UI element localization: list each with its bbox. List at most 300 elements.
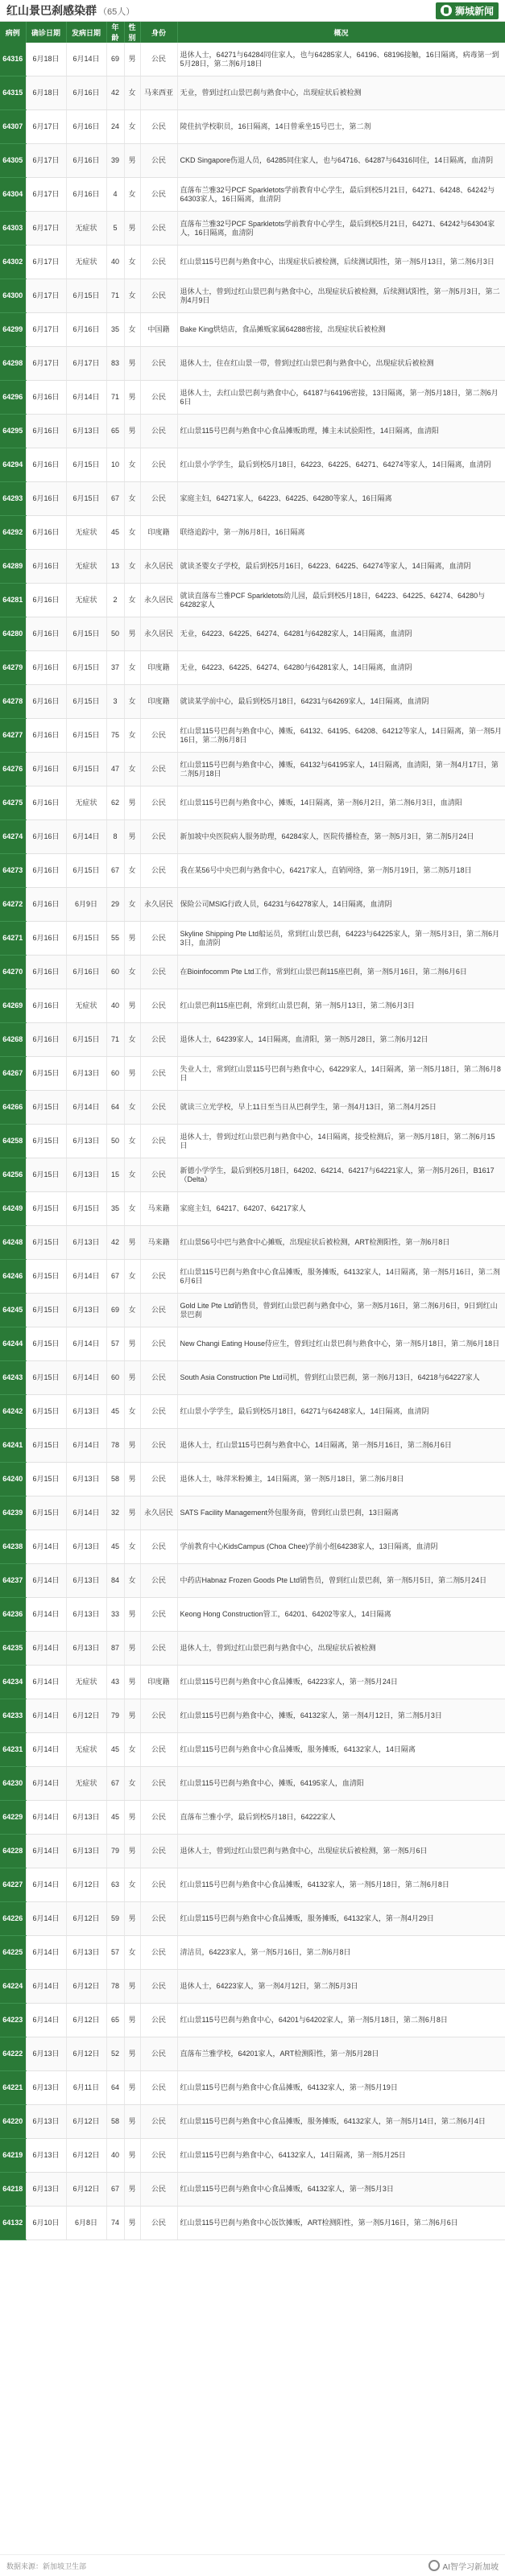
table-cell: 公民 <box>140 2037 177 2071</box>
table-cell: 6月14日 <box>26 1835 66 1868</box>
table-cell: 男 <box>124 1902 140 1936</box>
table-cell: 75 <box>106 719 124 753</box>
table-cell: 公民 <box>140 1530 177 1564</box>
table-cell: 35 <box>106 313 124 347</box>
table-row <box>0 786 505 820</box>
table-row <box>0 1192 505 1226</box>
table-row <box>0 888 505 922</box>
case-detail: 就读圣婴女子学校，最后到校5月16日，64223、64225、64274等家人，14日隔离，血清阴 <box>177 550 505 584</box>
case-detail: 红山景56号中巴与熟食中心摊贩，出现症状后被检测，ART检测阳性，第一剂6月8日 <box>177 1226 505 1260</box>
table-row <box>0 1835 505 1868</box>
table-cell: 公民 <box>140 415 177 448</box>
table-cell: 6月13日 <box>66 1598 106 1632</box>
case-detail: 就读直落布兰雅PCF Sparkletots幼儿园，最后到校5月18日，64223、64225、64274、64280与64282家人 <box>177 584 505 617</box>
table-cell: 6月18日 <box>26 76 66 110</box>
table-row <box>0 1260 505 1294</box>
table-cell: 10 <box>106 448 124 482</box>
table-cell: 6月16日 <box>26 448 66 482</box>
table-cell: 公民 <box>140 448 177 482</box>
table-cell: 公民 <box>140 1801 177 1835</box>
table-cell: 公民 <box>140 719 177 753</box>
table-cell: 69 <box>106 1294 124 1327</box>
table-cell: 公民 <box>140 854 177 888</box>
table-cell: 男 <box>124 144 140 178</box>
case-detail: 学前教育中心KidsCampus (Choa Chee)学前小组64238家人，13日隔离，血清阴 <box>177 1530 505 1564</box>
table-row <box>0 719 505 753</box>
table-cell: 65 <box>106 2004 124 2037</box>
table-cell: 6月14日 <box>26 1868 66 1902</box>
table-cell: 40 <box>106 989 124 1023</box>
table-cell: 6月13日 <box>66 1158 106 1192</box>
case-detail: 红山景115号巴刹与熟食中心食品摊贩助理，摊主未试验阳性，14日隔离，血清阳 <box>177 415 505 448</box>
case-id: 64229 <box>0 1801 26 1835</box>
case-id: 64246 <box>0 1260 26 1294</box>
table-cell: 6月17日 <box>26 313 66 347</box>
table-cell: 67 <box>106 1767 124 1801</box>
col-header: 年龄 <box>106 22 124 43</box>
case-id: 64256 <box>0 1158 26 1192</box>
table-row <box>0 144 505 178</box>
table-cell: 6月16日 <box>26 584 66 617</box>
table-cell: 40 <box>106 2139 124 2173</box>
table-cell: 男 <box>124 2173 140 2207</box>
table-cell: 63 <box>106 1868 124 1902</box>
case-id: 64294 <box>0 448 26 482</box>
table-cell: 公民 <box>140 1767 177 1801</box>
case-id: 64296 <box>0 381 26 415</box>
table-row <box>0 1970 505 2004</box>
table-cell: 6月15日 <box>26 1091 66 1125</box>
table-cell: 6月13日 <box>26 2173 66 2207</box>
table-cell: 马来西亚 <box>140 76 177 110</box>
table-cell: 29 <box>106 888 124 922</box>
case-id: 64244 <box>0 1327 26 1361</box>
table-cell: 6月13日 <box>66 1530 106 1564</box>
table-cell: 无症状 <box>66 1666 106 1699</box>
table-cell: 6月12日 <box>66 1902 106 1936</box>
table-cell: 男 <box>124 2105 140 2139</box>
case-detail: 退休人士，住在红山景一带，曾到过红山景巴刹与熟食中心，出现症状后被检测 <box>177 347 505 381</box>
table-cell: 6月16日 <box>26 617 66 651</box>
table-cell: 公民 <box>140 1057 177 1091</box>
case-id: 64245 <box>0 1294 26 1327</box>
table-cell: 男 <box>124 2004 140 2037</box>
table-cell: 6月13日 <box>26 2071 66 2105</box>
table-cell: 78 <box>106 1970 124 2004</box>
table-cell: 男 <box>124 1226 140 1260</box>
table-cell: 公民 <box>140 1395 177 1429</box>
table-cell: 女 <box>124 313 140 347</box>
table-cell: 45 <box>106 1733 124 1767</box>
table-cell: 67 <box>106 482 124 516</box>
case-detail: Keong Hong Construction管工，64201、64202等家人，14日隔离 <box>177 1598 505 1632</box>
table-cell: 6月17日 <box>26 347 66 381</box>
table-cell: 55 <box>106 922 124 956</box>
table-cell: 6月14日 <box>66 43 106 76</box>
case-detail: 家庭主妇，64217、64207、64217家人 <box>177 1192 505 1226</box>
table-cell: 中国籍 <box>140 313 177 347</box>
table-cell: 公民 <box>140 1632 177 1666</box>
table-cell: 男 <box>124 1699 140 1733</box>
table-cell: 6月12日 <box>66 2004 106 2037</box>
table-row <box>0 279 505 313</box>
case-id: 64220 <box>0 2105 26 2139</box>
table-cell: 公民 <box>140 347 177 381</box>
table-cell: 男 <box>124 617 140 651</box>
table-row <box>0 1801 505 1835</box>
case-detail: 就读三立光学校，早上11日至当日从巴刹学生，第一剂4月13日，第二剂4月25日 <box>177 1091 505 1125</box>
case-id: 64230 <box>0 1767 26 1801</box>
brand-logo: 狮城新闻 <box>436 2 499 19</box>
case-id: 64236 <box>0 1598 26 1632</box>
table-cell: 女 <box>124 246 140 279</box>
table-cell: 公民 <box>140 2071 177 2105</box>
table-cell: 6月15日 <box>26 1226 66 1260</box>
table-cell: 52 <box>106 2037 124 2071</box>
table-cell: 公民 <box>140 2004 177 2037</box>
table-cell: 6月13日 <box>66 1564 106 1598</box>
case-id: 64272 <box>0 888 26 922</box>
case-detail: 红山景115号巴刹与熟食中心食品摊贩，服务摊贩，64132家人，14日隔离，第一剂5月16日，第二剂6月6日 <box>177 1260 505 1294</box>
cases-table <box>0 22 505 2240</box>
table-cell: 公民 <box>140 956 177 989</box>
col-header: 发病日期 <box>66 22 106 43</box>
table-cell: 女 <box>124 1564 140 1598</box>
case-detail: 直落布兰雅32号PCF Sparkletots学前教育中心学生，最后到校5月21日，64271、64248、64242与64303家人，16日隔离，血清阴 <box>177 178 505 212</box>
table-cell: 男 <box>124 43 140 76</box>
case-id: 64307 <box>0 110 26 144</box>
table-cell: 60 <box>106 1057 124 1091</box>
table-cell: 6月16日 <box>66 313 106 347</box>
case-id: 64293 <box>0 482 26 516</box>
case-detail: 红山景115号巴刹与熟食中心，摊贩，64132、64195、64208、64212等家人，14日隔离，第一剂5月16日，第二剂6月8日 <box>177 719 505 753</box>
case-detail: 红山景115号巴刹与熟食中心，摊贩，64132与64195家人，14日隔离，血清阳，第一剂4月17日，第二剂5月18日 <box>177 753 505 786</box>
case-detail: 红山景小学学生，最后到校5月18日，64271与64248家人，14日隔离，血清阴 <box>177 1395 505 1429</box>
table-cell: 公民 <box>140 110 177 144</box>
case-detail: 退休人士，咏萍米粉摊主，14日隔离，第一剂5月18日，第二剂6月8日 <box>177 1463 505 1496</box>
case-detail: SATS Facility Management外包服务商，曾到红山景巴刹，13日隔离 <box>177 1496 505 1530</box>
table-row <box>0 415 505 448</box>
table-cell: 6月14日 <box>66 1496 106 1530</box>
table-cell: 78 <box>106 1429 124 1463</box>
table-cell: 女 <box>124 1936 140 1970</box>
case-detail: 红山景115号巴刹与熟食中心，出现症状后被检测，后续测试阳性，第一剂5月13日，第二剂6月3日 <box>177 246 505 279</box>
table-cell: 公民 <box>140 43 177 76</box>
table-row <box>0 753 505 786</box>
table-cell: 6月16日 <box>26 888 66 922</box>
case-id: 64249 <box>0 1192 26 1226</box>
table-cell: 女 <box>124 584 140 617</box>
case-id: 64243 <box>0 1361 26 1395</box>
table-cell: 6月16日 <box>26 956 66 989</box>
table-cell: 32 <box>106 1496 124 1530</box>
case-detail: 红山景115号巴刹与熟食中心，摊贩，14日隔离，第一剂6月2日，第二剂6月3日，血清阳 <box>177 786 505 820</box>
table-cell: 6月12日 <box>66 2139 106 2173</box>
case-detail: 新德小学学生，最后到校5月18日，64202、64214、64217与64221家人，第一剂5月26日，B1617（Delta） <box>177 1158 505 1192</box>
table-cell: 公民 <box>140 2139 177 2173</box>
table-cell: 女 <box>124 1767 140 1801</box>
table-cell: 6月15日 <box>26 1192 66 1226</box>
table-cell: 69 <box>106 43 124 76</box>
table-row <box>0 448 505 482</box>
case-detail: 退休人士，64239家人，14日隔离，血清阳，第一剂5月28日，第二剂6月12日 <box>177 1023 505 1057</box>
table-cell: 永久居民 <box>140 550 177 584</box>
table-cell: 6月16日 <box>66 178 106 212</box>
table-cell: 6月16日 <box>26 719 66 753</box>
table-cell: 45 <box>106 1395 124 1429</box>
table-row <box>0 1091 505 1125</box>
table-cell: 6月13日 <box>26 2139 66 2173</box>
case-id: 64240 <box>0 1463 26 1496</box>
case-detail: 陵佳抗学校职员，16日隔离，14日曾乘坐15号巴士，第二剂 <box>177 110 505 144</box>
table-cell: 6月13日 <box>66 415 106 448</box>
table-cell: 公民 <box>140 482 177 516</box>
case-id: 64267 <box>0 1057 26 1091</box>
table-cell: 42 <box>106 76 124 110</box>
case-detail: 我在某56号中央巴刹与熟食中心，64217家人，直销网络，第一剂5月19日，第二剂5月18日 <box>177 854 505 888</box>
table-row <box>0 1226 505 1260</box>
case-detail: 红山景115号巴刹与熟食中心，64132家人，14日隔离，第一剂5月25日 <box>177 2139 505 2173</box>
table-row <box>0 1463 505 1496</box>
table-cell: 男 <box>124 1666 140 1699</box>
table-cell: 6月13日 <box>66 1125 106 1158</box>
table-cell: 6月15日 <box>66 753 106 786</box>
table-cell: 57 <box>106 1936 124 1970</box>
table-cell: 6月14日 <box>66 1327 106 1361</box>
table-row <box>0 2207 505 2240</box>
table-cell: 57 <box>106 1327 124 1361</box>
table-cell: 4 <box>106 178 124 212</box>
table-cell: 71 <box>106 1023 124 1057</box>
table-cell: 71 <box>106 381 124 415</box>
case-detail: Gold Lite Pte Ltd销售员，曾到红山景巴刹与熟食中心，第一剂5月16日，第二剂6月6日，9日到红山景巴刹 <box>177 1294 505 1327</box>
table-cell: 女 <box>124 1530 140 1564</box>
table-cell: 男 <box>124 2037 140 2071</box>
table-cell: 45 <box>106 516 124 550</box>
table-cell: 公民 <box>140 1868 177 1902</box>
table-cell: 6月16日 <box>26 786 66 820</box>
table-cell: 男 <box>124 1835 140 1868</box>
footer <box>0 2554 505 2576</box>
table-row <box>0 212 505 246</box>
table-cell: 6月13日 <box>66 1294 106 1327</box>
table-cell: 印度籍 <box>140 1666 177 1699</box>
table-cell: 60 <box>106 1361 124 1395</box>
case-detail: New Changi Eating House侍应生，曾到过红山景巴刹与熟食中心，第一剂5月18日，第二剂6月18日 <box>177 1327 505 1361</box>
table-cell: 公民 <box>140 1598 177 1632</box>
table-cell: 女 <box>124 1260 140 1294</box>
table-cell: 永久居民 <box>140 888 177 922</box>
case-detail: 失业人士，常到红山景115号巴刹与熟食中心，64229家人，14日隔离，第一剂5月18日，第二剂6月8日 <box>177 1057 505 1091</box>
table-cell: 6月12日 <box>66 1970 106 2004</box>
case-id: 64280 <box>0 617 26 651</box>
table-cell: 6月14日 <box>66 820 106 854</box>
case-id: 64231 <box>0 1733 26 1767</box>
case-id: 64224 <box>0 1970 26 2004</box>
case-id: 64273 <box>0 854 26 888</box>
case-detail: 无业，64223、64225、64274、64280与64281家人，14日隔离，血清阴 <box>177 651 505 685</box>
case-id: 64234 <box>0 1666 26 1699</box>
table-cell: 6月16日 <box>26 922 66 956</box>
table-cell: 永久居民 <box>140 617 177 651</box>
table-row <box>0 381 505 415</box>
table-cell: 男 <box>124 1970 140 2004</box>
case-detail: 红山景115号巴刹与熟食中心食品摊贩，服务摊贩，64132家人，14日隔离 <box>177 1733 505 1767</box>
case-id: 64218 <box>0 2173 26 2207</box>
table-cell: 6月15日 <box>26 1395 66 1429</box>
case-id: 64278 <box>0 685 26 719</box>
case-id: 64219 <box>0 2139 26 2173</box>
table-cell: 6月16日 <box>66 76 106 110</box>
table-cell: 公民 <box>140 1835 177 1868</box>
case-id: 64277 <box>0 719 26 753</box>
table-cell: 女 <box>124 1395 140 1429</box>
case-detail: 红山景115号巴刹与熟食中心食品摊贩，64132家人，第一剂5月18日，第二剂6月8日 <box>177 1868 505 1902</box>
table-row <box>0 2173 505 2207</box>
table-row <box>0 516 505 550</box>
table-cell: 6月15日 <box>26 1260 66 1294</box>
case-detail: 退休人士，曾到过红山景巴刹与熟食中心，出现症状后被检测，后续测试阳性，第一剂5月3日，第二剂4月9日 <box>177 279 505 313</box>
table-cell: 50 <box>106 1125 124 1158</box>
case-id: 64281 <box>0 584 26 617</box>
table-cell: 公民 <box>140 1699 177 1733</box>
table-cell: 6月15日 <box>26 1361 66 1395</box>
table-header-row <box>0 22 505 43</box>
table-cell: 6月13日 <box>26 2105 66 2139</box>
table-cell: 39 <box>106 144 124 178</box>
table-cell: 无症状 <box>66 516 106 550</box>
case-detail: 直落布兰雅32号PCF Sparkletots学前教育中心学生，最后到校5月21日，64271、64242与64304家人，16日隔离，血清阴 <box>177 212 505 246</box>
case-id: 64258 <box>0 1125 26 1158</box>
table-cell: 6月15日 <box>66 854 106 888</box>
table-row <box>0 550 505 584</box>
table-cell: 6月14日 <box>26 2004 66 2037</box>
table-cell: 6月16日 <box>26 651 66 685</box>
table-row <box>0 854 505 888</box>
table-cell: 6月15日 <box>66 922 106 956</box>
case-id: 64223 <box>0 2004 26 2037</box>
table-cell: 6月8日 <box>66 2207 106 2240</box>
table-cell: 女 <box>124 1158 140 1192</box>
table-cell: 公民 <box>140 1429 177 1463</box>
table-cell: 6月14日 <box>66 1429 106 1463</box>
case-id: 64315 <box>0 76 26 110</box>
table-cell: 男 <box>124 1327 140 1361</box>
table-cell: 13 <box>106 550 124 584</box>
table-cell: 6月16日 <box>26 1023 66 1057</box>
table-cell: 公民 <box>140 178 177 212</box>
case-detail: 红山景115号巴刹与熟食中心食品摊贩，服务摊贩，64132家人，第一剂4月29日 <box>177 1902 505 1936</box>
table-cell: 6月15日 <box>66 719 106 753</box>
table-cell: 女 <box>124 651 140 685</box>
table-cell: 6月15日 <box>26 1294 66 1327</box>
case-detail: 红山景115号巴刹与熟食中心食品摊贩，64132家人，第一剂5月3日 <box>177 2173 505 2207</box>
table-cell: 男 <box>124 1361 140 1395</box>
case-detail: 退休人士，64223家人，第一剂4月12日，第二剂5月3日 <box>177 1970 505 2004</box>
table-cell: 8 <box>106 820 124 854</box>
table-cell: 男 <box>124 989 140 1023</box>
table-cell: 女 <box>124 482 140 516</box>
table-cell: 6月14日 <box>26 1733 66 1767</box>
table-row <box>0 617 505 651</box>
table-cell: 印度籍 <box>140 685 177 719</box>
table-cell: 6月15日 <box>66 617 106 651</box>
case-id: 64228 <box>0 1835 26 1868</box>
table-cell: 公民 <box>140 381 177 415</box>
table-row <box>0 110 505 144</box>
table-cell: 印度籍 <box>140 651 177 685</box>
table-cell: 公民 <box>140 279 177 313</box>
table-cell: 6月13日 <box>66 1801 106 1835</box>
table-cell: 79 <box>106 1699 124 1733</box>
table-cell: 女 <box>124 550 140 584</box>
table-cell: 6月15日 <box>26 1158 66 1192</box>
table-row <box>0 1767 505 1801</box>
case-id: 64270 <box>0 956 26 989</box>
case-detail: 直落布兰雅小学，最后到校5月18日，64222家人 <box>177 1801 505 1835</box>
table-cell: 公民 <box>140 989 177 1023</box>
table-cell: 6月14日 <box>26 1699 66 1733</box>
case-detail: 红山景115号巴刹与熟食中心食品摊贩，64223家人，第一剂5月24日 <box>177 1666 505 1699</box>
table-cell: 印度籍 <box>140 516 177 550</box>
case-id: 64269 <box>0 989 26 1023</box>
table-cell: 6月16日 <box>26 854 66 888</box>
col-header: 确诊日期 <box>26 22 66 43</box>
table-cell: 64 <box>106 1091 124 1125</box>
table-cell: 6月14日 <box>66 381 106 415</box>
table-cell: 女 <box>124 279 140 313</box>
watermark: AI智学习新加坡 <box>428 2560 499 2572</box>
table-cell: 65 <box>106 415 124 448</box>
table-row <box>0 1902 505 1936</box>
case-detail: 红山景115号巴刹与熟食中心，摊贩，64132家人，第一剂4月12日，第二剂5月3日 <box>177 1699 505 1733</box>
table-cell: 83 <box>106 347 124 381</box>
table-cell: 6月13日 <box>66 1463 106 1496</box>
table-cell: 6月16日 <box>26 753 66 786</box>
table-cell: 无症状 <box>66 786 106 820</box>
case-id: 64295 <box>0 415 26 448</box>
table-cell: 6月16日 <box>66 144 106 178</box>
table-cell: 女 <box>124 854 140 888</box>
table-cell: 公民 <box>140 786 177 820</box>
table-row <box>0 43 505 76</box>
table-cell: 6月15日 <box>26 1496 66 1530</box>
table-cell: 59 <box>106 1902 124 1936</box>
case-detail: 中药店Habnaz Frozen Goods Pte Ltd销售员，曾到红山景巴刹，第一剂5月5日，第二剂5月24日 <box>177 1564 505 1598</box>
case-id: 64271 <box>0 922 26 956</box>
table-cell: 公民 <box>140 144 177 178</box>
table-cell: 6月13日 <box>26 2037 66 2071</box>
case-id: 64238 <box>0 1530 26 1564</box>
table-cell: 6月16日 <box>26 516 66 550</box>
table-cell: 男 <box>124 786 140 820</box>
table-cell: 公民 <box>140 2173 177 2207</box>
table-cell: 马来籍 <box>140 1192 177 1226</box>
table-cell: 6月14日 <box>66 1260 106 1294</box>
case-id: 64235 <box>0 1632 26 1666</box>
table-cell: 6月12日 <box>66 2173 106 2207</box>
table-cell: 无症状 <box>66 1767 106 1801</box>
case-id: 64225 <box>0 1936 26 1970</box>
table-row <box>0 1936 505 1970</box>
table-cell: 6月16日 <box>26 550 66 584</box>
case-id: 64316 <box>0 43 26 76</box>
table-row <box>0 1057 505 1091</box>
case-id: 64298 <box>0 347 26 381</box>
table-row <box>0 1666 505 1699</box>
col-header: 概况 <box>177 22 505 43</box>
table-cell: 公民 <box>140 753 177 786</box>
